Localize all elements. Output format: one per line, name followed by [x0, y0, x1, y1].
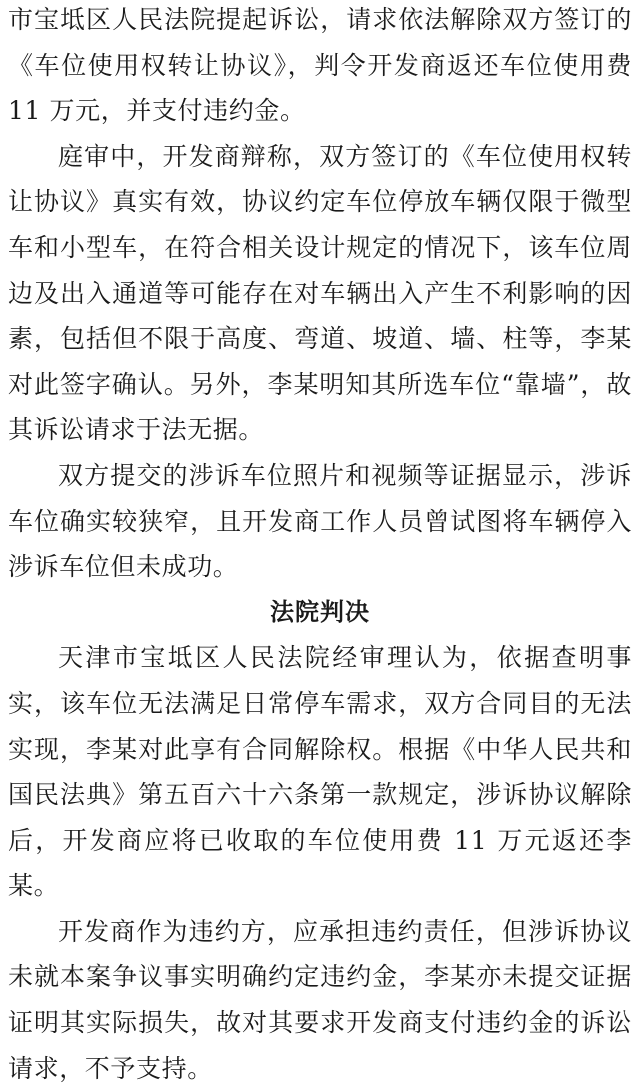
- section-heading-court-judgment: 法院判决: [270, 597, 370, 626]
- paragraph-liquidated-damages: 开发商作为违约方，应承担违约责任，但涉诉协议未就本案争议事实明确约定违约金，李某亦未提交证据证明其实际损失，故对其要求开发商支付违约金的诉讼请求，不予支持。: [8, 916, 632, 1083]
- paragraph-evidence: 双方提交的涉诉车位照片和视频等证据显示，涉诉车位确实较狭窄，且开发商工作人员曾试图将车辆停入涉诉车位但未成功。: [8, 460, 632, 582]
- paragraph-court-finding: 天津市宝坻区人民法院经审理认为，依据查明事实，该车位无法满足日常停车需求，双方合同目的无法实现，李某对此享有合同解除权。根据《中华人民共和国民法典》第五百六十六条第一款规定，涉诉协议解除后，开发商应将已收取的车位使用费 11 万元返还李某。: [8, 643, 632, 901]
- paragraph-claim: 市宝坻区人民法院提起诉讼，请求依法解除双方签订的《车位使用权转让协议》，判令开发商返还车位使用费 11 万元，并支付违约金。: [8, 5, 632, 126]
- paragraph-developer-defense: 庭审中，开发商辩称，双方签订的《车位使用权转让协议》真实有效，协议约定车位停放车辆仅限于微型车和小型车，在符合相关设计规定的情况下，该车位周边及出入通道等可能存在对车辆出入产生不利影响的因素，包括但不限于高度、弯道、坡道、墙、柱等，李某对此签字确认。另外，李某明知其所选车位“靠墙”，故其诉讼请求于法无据。: [8, 141, 632, 445]
